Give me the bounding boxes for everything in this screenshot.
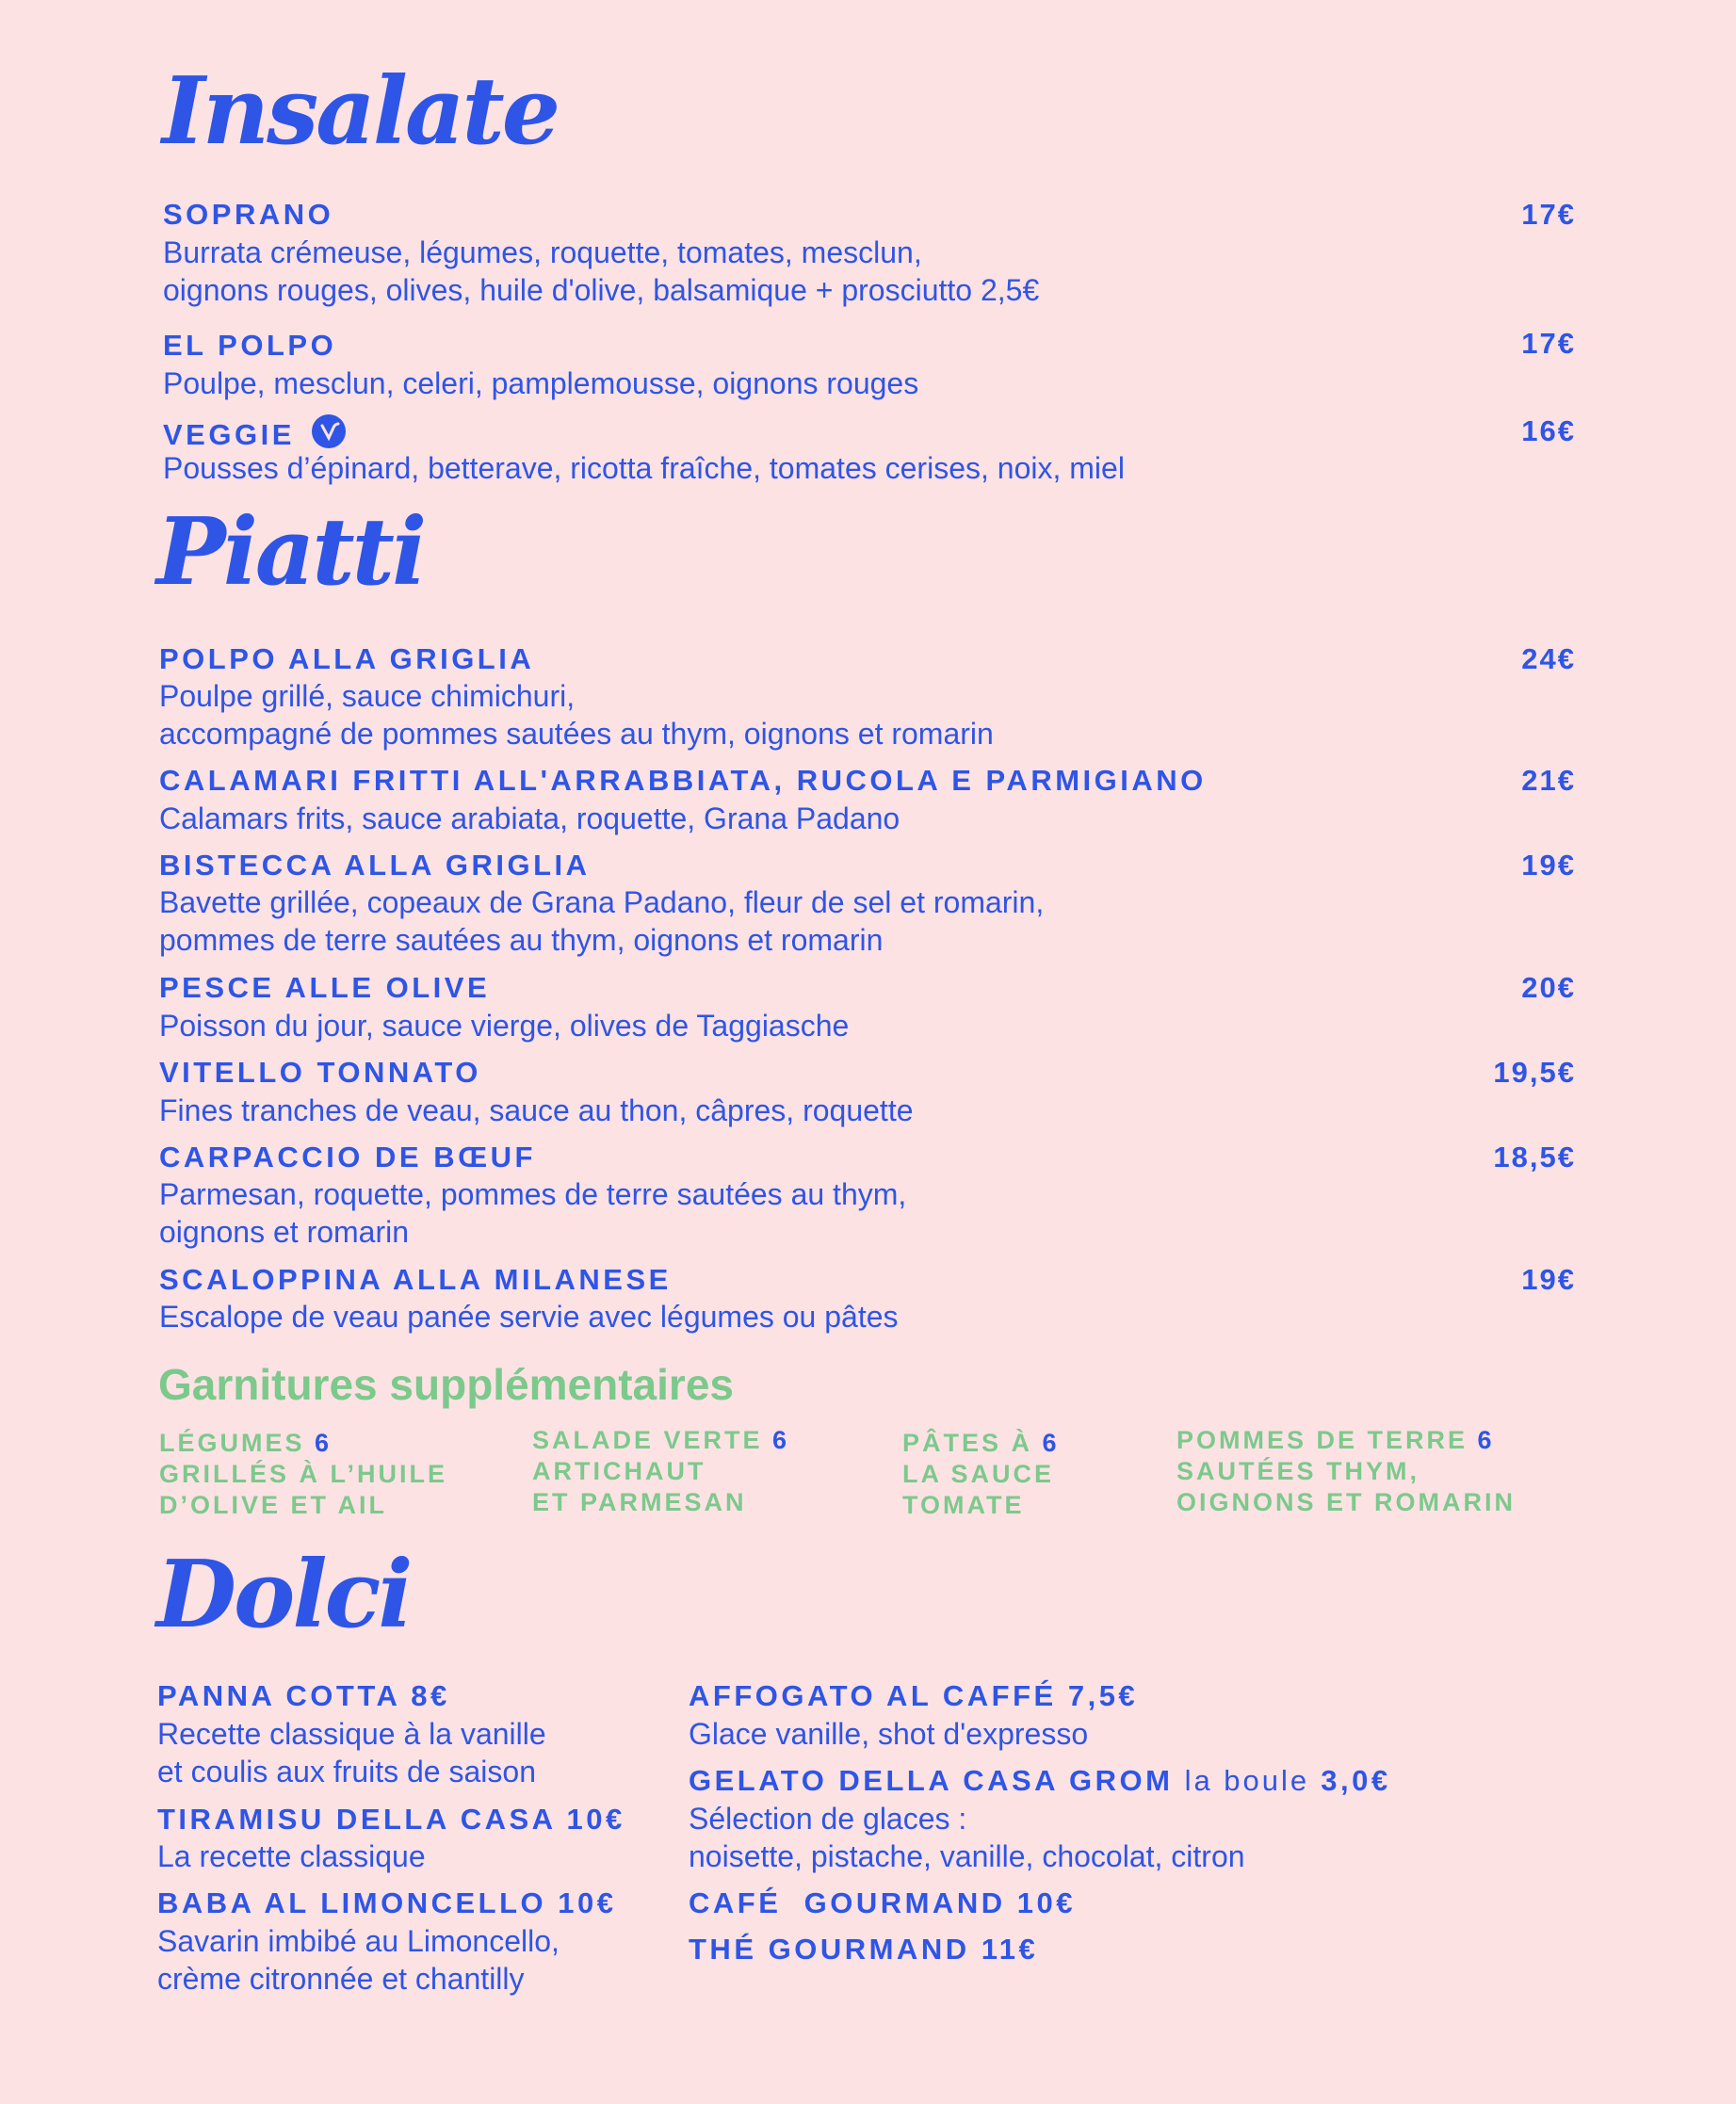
vegan-leaf-icon: [312, 414, 346, 448]
garniture-salade: [532, 1425, 789, 1518]
dolce-name-gelato-price: 3,0€: [1321, 1764, 1391, 1797]
item-desc-polpo-alla-griglia-2: accompagné de pommes sautées au thym, oignons et romarin: [159, 717, 994, 751]
item-price-veggie: 16€: [1521, 414, 1576, 447]
item-desc-calamari-fritti: Calamars frits, sauce arabiata, roquette, Grana Padano: [159, 801, 900, 835]
dolce-desc-baba-1: Savarin imbibé au Limoncello,: [157, 1924, 560, 1958]
item-desc-scaloppina: Escalope de veau panée servie avec légumes ou pâtes: [159, 1300, 899, 1334]
garniture-pates-l2: LA SAUCE: [902, 1460, 1055, 1488]
item-desc-carpaccio-2: oignons et romarin: [159, 1215, 410, 1249]
garniture-salade-l2: ARTICHAUT: [532, 1457, 706, 1485]
dolce-name-tiramisu: TIRAMISU DELLA CASA 10€: [157, 1803, 625, 1836]
item-price-el-polpo: 17€: [1521, 327, 1576, 360]
garniture-pommes-price: 6: [1477, 1426, 1495, 1454]
garniture-pommes-l2: SAUTÉES THYM,: [1176, 1457, 1420, 1485]
dolce-name-baba: BABA AL LIMONCELLO 10€: [157, 1886, 617, 1919]
item-name-veggie-label: VEGGIE: [163, 418, 295, 451]
garniture-legumes-l3: D’OLIVE ET AIL: [159, 1491, 388, 1519]
garniture-pommes-l1: POMMES DE TERRE: [1176, 1426, 1468, 1454]
item-name-bistecca: BISTECCA ALLA GRIGLIA: [159, 849, 591, 882]
dolce-desc-tiramisu: La recette classique: [157, 1839, 426, 1873]
item-name-vitello-tonnato: VITELLO TONNATO: [159, 1056, 481, 1089]
garniture-salade-l1: SALADE VERTE: [532, 1426, 763, 1454]
section-title-dolci: Dolci: [156, 1541, 411, 1649]
item-name-calamari-fritti: CALAMARI FRITTI ALL'ARRABBIATA, RUCOLA E PARMIGIANO: [159, 764, 1207, 797]
item-price-polpo-alla-griglia: 24€: [1521, 642, 1576, 675]
section-title-piatti: Piatti: [156, 498, 425, 607]
dolce-desc-panna-cotta-1: Recette classique à la vanille: [157, 1717, 546, 1751]
item-price-soprano: 17€: [1521, 198, 1576, 231]
item-desc-soprano-1: Burrata crémeuse, légumes, roquette, tomates, mesclun,: [163, 235, 922, 269]
item-name-soprano: SOPRANO: [163, 198, 334, 231]
dolce-name-gelato-unit: la boule: [1184, 1764, 1310, 1797]
dolce-desc-affogato: Glace vanille, shot d'expresso: [689, 1717, 1089, 1751]
item-name-veggie: [163, 414, 346, 452]
item-price-carpaccio: 18,5€: [1493, 1141, 1576, 1173]
item-name-pesce-alle-olive: PESCE ALLE OLIVE: [159, 971, 491, 1004]
item-desc-polpo-alla-griglia-1: Poulpe grillé, sauce chimichuri,: [159, 679, 576, 713]
item-desc-veggie: Pousses d’épinard, betterave, ricotta fraîche, tomates cerises, noix, miel: [163, 451, 1125, 485]
item-name-carpaccio: CARPACCIO DE BŒUF: [159, 1141, 536, 1173]
garniture-legumes-l1: LÉGUMES: [159, 1429, 305, 1457]
item-price-bistecca: 19€: [1521, 849, 1576, 882]
garniture-salade-l3: ET PARMESAN: [532, 1488, 747, 1516]
dolce-name-panna-cotta: PANNA COTTA 8€: [157, 1679, 450, 1712]
garniture-legumes-l2: GRILLÉS À L’HUILE: [159, 1460, 448, 1488]
item-price-scaloppina: 19€: [1521, 1263, 1576, 1296]
garniture-pates-l1: PÂTES À: [902, 1429, 1033, 1457]
garniture-pommes: [1176, 1425, 1516, 1518]
section-title-insalate: Insalate: [162, 57, 559, 166]
item-desc-el-polpo: Poulpe, mesclun, celeri, pamplemousse, oignons rouges: [163, 366, 919, 400]
garniture-legumes-price: 6: [315, 1429, 333, 1457]
item-name-scaloppina: SCALOPPINA ALLA MILANESE: [159, 1263, 672, 1296]
dolce-desc-gelato-2: noisette, pistache, vanille, chocolat, citron: [689, 1839, 1245, 1873]
item-desc-bistecca-2: pommes de terre sautées au thym, oignons et romarin: [159, 923, 884, 957]
garniture-pates-price: 6: [1042, 1429, 1060, 1457]
item-desc-vitello-tonnato: Fines tranches de veau, sauce au thon, câpres, roquette: [159, 1093, 914, 1127]
dolce-desc-baba-2: crème citronnée et chantilly: [157, 1962, 525, 1996]
item-name-el-polpo: EL POLPO: [163, 329, 337, 362]
item-desc-soprano-2: oignons rouges, olives, huile d'olive, balsamique + prosciutto 2,5€: [163, 273, 1040, 307]
garnitures-title: Garnitures supplémentaires: [158, 1360, 734, 1409]
garniture-pates-l3: TOMATE: [902, 1491, 1025, 1519]
garniture-pates: [902, 1428, 1060, 1521]
item-price-pesce-alle-olive: 20€: [1521, 971, 1576, 1004]
item-desc-carpaccio-1: Parmesan, roquette, pommes de terre sautées au thym,: [159, 1177, 907, 1211]
dolce-desc-gelato-1: Sélection de glaces :: [689, 1802, 967, 1836]
garniture-pommes-l3: OIGNONS ET ROMARIN: [1176, 1488, 1517, 1516]
garniture-salade-price: 6: [772, 1426, 790, 1454]
item-name-polpo-alla-griglia: POLPO ALLA GRIGLIA: [159, 642, 535, 675]
dolce-name-cafe-gourmand: CAFÉ GOURMAND 10€: [689, 1886, 1076, 1919]
dolce-desc-panna-cotta-2: et coulis aux fruits de saison: [157, 1755, 536, 1788]
garniture-legumes: [159, 1428, 447, 1521]
dolce-name-affogato: AFFOGATO AL CAFFÉ 7,5€: [689, 1679, 1139, 1712]
item-desc-bistecca-1: Bavette grillée, copeaux de Grana Padano, fleur de sel et romarin,: [159, 885, 1045, 919]
item-price-vitello-tonnato: 19,5€: [1493, 1056, 1576, 1089]
dolce-name-gelato-label: GELATO DELLA CASA GROM: [689, 1764, 1174, 1797]
dolce-name-gelato: [689, 1764, 1391, 1798]
dolce-name-the-gourmand: THÉ GOURMAND 11€: [689, 1933, 1039, 1966]
item-price-calamari-fritti: 21€: [1521, 764, 1576, 797]
item-desc-pesce-alle-olive: Poisson du jour, sauce vierge, olives de Taggiasche: [159, 1009, 850, 1043]
